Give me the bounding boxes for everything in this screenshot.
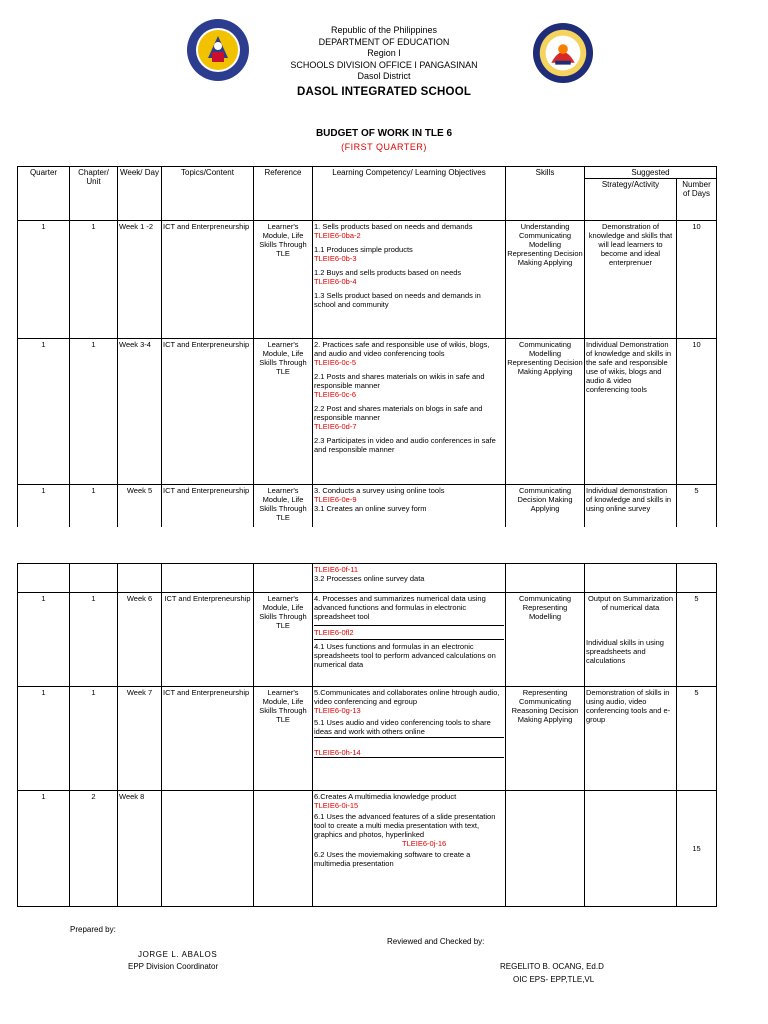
reviewed-by-label: Reviewed and Checked by: — [387, 937, 485, 946]
header-line-division: SCHOOLS DIVISION OFFICE I PANGASINAN — [290, 59, 478, 70]
cell-skills: Understanding Communicating Modelling Representing Decision Making Applying — [506, 221, 585, 339]
cell-week: Week 3-4 — [118, 339, 162, 485]
reviewed-by-name: REGELITO B. OCANG, Ed.D — [500, 962, 604, 971]
competency-code: TLEIE6-0g-13 — [314, 706, 361, 715]
cell-quarter: 1 — [18, 221, 70, 339]
cell-topic: ICT and Enterpreneurship — [162, 593, 254, 687]
objective-text: 2.1 Posts and shares materials on wikis in safe and responsible manner — [314, 372, 485, 390]
cell-strategy — [585, 593, 677, 687]
competency-code: TLEIE6-0d-7 — [314, 422, 357, 431]
competency-code: TLEIE6-0b-3 — [314, 254, 357, 263]
cell-strategy: Individual demonstration of knowledge and skills in using online survey — [585, 485, 677, 545]
budget-table-part1 — [17, 166, 717, 545]
cell-quarter: 1 — [18, 791, 70, 907]
cell-days: 10 — [677, 339, 717, 485]
header-line-region: Region I — [367, 48, 401, 58]
cell-reference — [254, 791, 313, 907]
prepared-by-name: JORGE L. ABALOS — [138, 950, 218, 959]
cell-strategy: Demonstration of skills in using audio, video conferencing tools and e-group — [585, 687, 677, 791]
header-block — [0, 25, 768, 83]
cell-skills — [506, 791, 585, 907]
cell-competency — [313, 687, 506, 791]
budget-table-part2 — [17, 563, 717, 907]
competency-code: TLEIE6-0e-9 — [314, 495, 357, 504]
competency-code: TLEIE6-0c-5 — [314, 358, 357, 367]
col-header-skills: Skills — [506, 167, 585, 221]
cell-reference: Learner's Module, Life Skills Through TLE — [254, 687, 313, 791]
cell-chapter: 1 — [70, 339, 118, 485]
cell-reference: Learner's Module, Life Skills Through TLE — [254, 593, 313, 687]
objective-text: 1. Sells products based on needs and demands — [314, 222, 473, 231]
col-header-chapter: Chapter/ Unit — [70, 167, 118, 221]
table-row — [18, 339, 717, 485]
objective-text: 3.1 Creates an online survey form — [314, 504, 427, 513]
cell-reference: Learner's Module, Life Skills Through TLE — [254, 339, 313, 485]
header-line-department: DEPARTMENT OF EDUCATION — [318, 36, 450, 47]
prepared-by-label: Prepared by: — [70, 925, 116, 934]
competency-code: TLEIE6-0h-14 — [314, 748, 361, 757]
cell-days: 5 — [677, 485, 717, 545]
table-row — [18, 687, 717, 791]
competency-code: TLEIE6-0f-11 — [314, 565, 359, 574]
cell-skills: Representing Communicating Reasoning Decision Making Applying — [506, 687, 585, 791]
cell-competency — [313, 564, 506, 593]
prepared-by-title: EPP Division Coordinator — [128, 962, 219, 971]
cell-competency — [313, 593, 506, 687]
cell-quarter: 1 — [18, 687, 70, 791]
objective-text: 5.Communicates and collaborates online htrough audio, video conferencing and egroup — [314, 688, 500, 706]
cell-competency — [313, 221, 506, 339]
cell-week: Week 8 — [118, 791, 162, 907]
col-header-reference: Reference — [254, 167, 313, 221]
objective-text: 3. Conducts a survey using online tools — [314, 486, 445, 495]
strategy-output: Output on Summarization of numerical data — [587, 594, 674, 612]
cell-days: 5 — [677, 593, 717, 687]
objective-text: 4.1 Uses functions and formulas in an electronic spreadsheets tool to perform advanced calculations on numerical data — [314, 642, 496, 669]
cell-skills: Communicating Decision Making Applying — [506, 485, 585, 545]
competency-code: TLEIE6-0ba-2 — [314, 231, 361, 240]
cell-topic: ICT and Enterpreneurship — [162, 687, 254, 791]
cell-skills: Communicating Representing Modelling — [506, 593, 585, 687]
cell-skills: Communicating Modelling Representing Decision Making Applying — [506, 339, 585, 485]
cell-reference: Learner's Module, Life Skills Through TLE — [254, 221, 313, 339]
col-header-topics: Topics/Content — [162, 167, 254, 221]
competency-code: TLEIE6-0b-4 — [314, 277, 357, 286]
cell-topic: ICT and Enterpreneurship — [162, 221, 254, 339]
cell-strategy: Individual Demonstration of knowledge and skills in the safe and responsible use of wikis, blogs and audio & video conferencing tools — [585, 339, 677, 485]
cell-topic — [162, 791, 254, 907]
objective-text: 5.1 Uses audio and video conferencing tools to share ideas and work with others online — [314, 718, 491, 736]
objective-text: 6.2 Uses the moviemaking software to create a multimedia presentation — [314, 850, 471, 868]
header-line-district: Dasol District — [357, 71, 411, 81]
objective-text: 3.2 Processes online survey data — [314, 574, 425, 583]
col-header-competency: Learning Competency/ Learning Objectives — [313, 167, 506, 221]
header-line-republic: Republic of the Philippines — [330, 25, 438, 35]
table-row — [18, 564, 717, 593]
table-row — [18, 791, 717, 907]
school-name: DASOL INTEGRATED SCHOOL — [296, 86, 472, 98]
cell-strategy — [585, 791, 677, 907]
col-header-quarter: Quarter — [18, 167, 70, 221]
objective-text: 2.2 Post and shares materials on blogs in safe and responsible manner — [314, 404, 483, 422]
cell-week: Week 6 — [118, 593, 162, 687]
page-break — [0, 527, 768, 562]
document-title: BUDGET OF WORK IN TLE 6 — [315, 128, 453, 139]
objective-text: 2. Practices safe and responsible use of wikis, blogs, and audio and video conferencing tools — [314, 340, 490, 358]
objective-text: 1.3 Sells product based on needs and demands in school and community — [314, 291, 481, 309]
competency-code: TLEIE6-0j-16 — [402, 839, 447, 848]
cell-week: Week 7 — [118, 687, 162, 791]
cell-week: Week 1 -2 — [118, 221, 162, 339]
objective-text: 1.1 Produces simple products — [314, 245, 413, 254]
col-header-suggested: Suggested — [585, 167, 717, 179]
cell-chapter: 2 — [70, 791, 118, 907]
competency-code: TLEIE6-0fl2 — [314, 628, 354, 637]
col-header-week: Week/ Day — [118, 167, 162, 221]
cell-chapter: 1 — [70, 221, 118, 339]
objective-text: 2.3 Participates in video and audio conferences in safe and responsible manner — [314, 436, 496, 454]
competency-code: TLEIE6-0c-6 — [314, 390, 357, 399]
cell-competency — [313, 339, 506, 485]
objective-text: 1.2 Buys and sells products based on needs — [314, 268, 462, 277]
cell-days: 15 — [677, 791, 717, 907]
competency-code: TLEIE6-0i-15 — [314, 801, 359, 810]
cell-days: 5 — [677, 687, 717, 791]
col-header-days: Number of Days — [677, 179, 717, 221]
table-row — [18, 221, 717, 339]
cell-week: Week 5 — [118, 485, 162, 545]
cell-topic: ICT and Enterpreneurship — [162, 485, 254, 545]
col-header-strategy: Strategy/Activity — [585, 179, 677, 221]
cell-topic: ICT and Enterpreneurship — [162, 339, 254, 485]
reviewed-by-title: OIC EPS- EPP,TLE,VL — [513, 975, 595, 984]
quarter-subtitle: (FIRST QUARTER) — [341, 142, 427, 152]
cell-competency — [313, 791, 506, 907]
cell-strategy: Demonstration of knowledge and skills that will lead learners to become and ideal enterprenuer — [585, 221, 677, 339]
cell-chapter: 1 — [70, 687, 118, 791]
cell-days: 10 — [677, 221, 717, 339]
objective-text: 6.Creates A multimedia knowledge product — [314, 792, 457, 801]
table-row — [18, 593, 717, 687]
cell-quarter: 1 — [18, 593, 70, 687]
cell-reference: Learner's Module, Life Skills Through TLE — [254, 485, 313, 545]
objective-text: 4. Processes and summarizes numerical data using advanced functions and formulas in electronic spreadsheet tool — [314, 594, 486, 621]
cell-chapter: 1 — [70, 485, 118, 545]
cell-quarter: 1 — [18, 485, 70, 545]
cell-chapter: 1 — [70, 593, 118, 687]
strategy-individual: Individual skills in using spreadsheets and calculations — [586, 638, 664, 665]
cell-quarter: 1 — [18, 339, 70, 485]
objective-text: 6.1 Uses the advanced features of a slide presentation tool to create a multi media presentation with text, graphics and photos, hyperlinked — [314, 812, 496, 839]
